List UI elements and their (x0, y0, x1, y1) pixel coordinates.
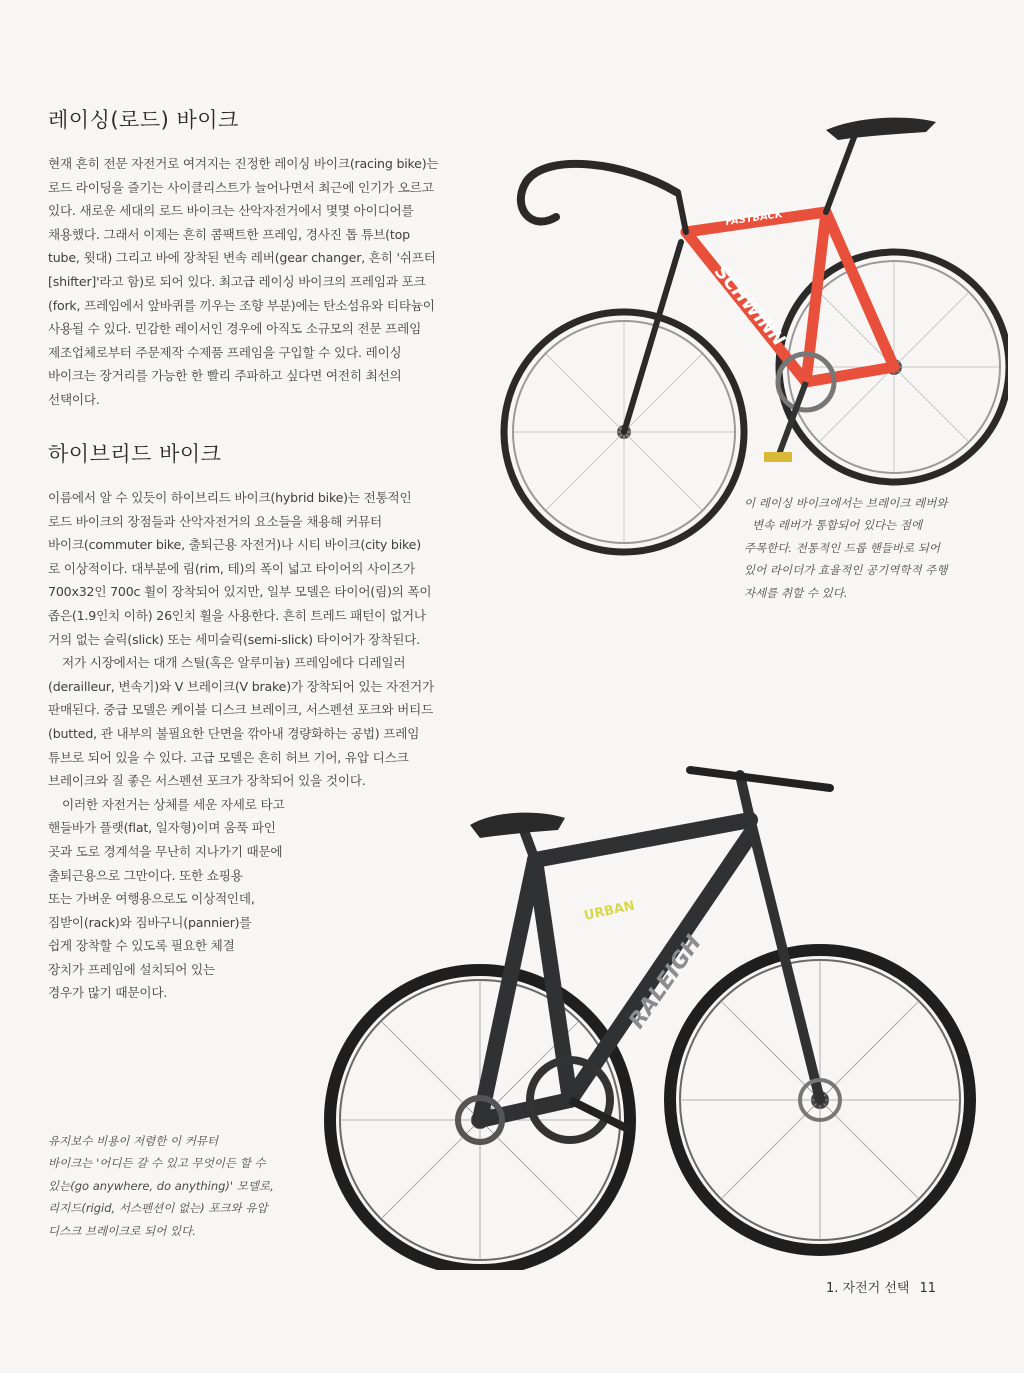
caption-line: 디스크 브레이크로 되어 있다. (48, 1223, 196, 1238)
road-bike-brand-label: SCHWINN (710, 261, 790, 351)
text-line: 브레이크와 질 좋은 서스펜션 포크가 장착되어 있을 것이다. (48, 773, 366, 789)
flat-handlebar (690, 770, 830, 788)
racing-paragraph (48, 152, 438, 412)
text-line: 곳과 도로 경계석을 무난히 지나가기 때문에 (48, 843, 283, 859)
text-line: 저가 시장에서는 대개 스틸(혹은 알루미늄) 프레임에다 디레일러 (62, 655, 406, 671)
text-line: 선택이다. (48, 391, 100, 407)
road-bike-caption (744, 492, 947, 604)
text-line: 로 이상적이다. 대부분에 림(rim, 테)의 폭이 넓고 타이어의 사이즈가 (48, 560, 415, 576)
text-line: 바이크(commuter bike, 출퇴근용 자전거)나 시티 바이크(city bike) (48, 537, 421, 553)
text-line: 좁은(1.9인치 이하) 26인치 휠을 사용한다. 흔히 트레드 패턴이 없거나 (48, 607, 426, 623)
caption-line: 주목한다. 전통적인 드롭 핸들바로 되어 (744, 540, 941, 555)
text-line: 사용될 수 있다. 민감한 레이서인 경우에 아직도 소규모의 전문 프레임 (48, 321, 422, 337)
text-line: 현재 흔히 전문 자전거로 여겨지는 진정한 레이싱 바이크(racing bike)는 (48, 156, 439, 171)
road-bike-model-label: FASTBACK (724, 209, 784, 228)
text-line: 거의 없는 슬릭(slick) 또는 세미슬릭(semi-slick) 타이어가 장착된다. (48, 631, 420, 647)
text-line: (fork, 프레임에서 앞바퀴를 끼우는 조향 부분)에는 탄소섬유와 티타늄이 (48, 297, 435, 313)
text-line: 이러한 자전거는 상체를 세운 자세로 타고 (62, 796, 285, 812)
text-line: 경우가 많기 때문이다. (48, 985, 168, 1001)
hybrid-bike-caption (48, 1130, 274, 1242)
caption-line: 유지보수 비용이 저렴한 이 커뮤터 (48, 1134, 219, 1148)
caption-line: 바이크는 '어디든 갈 수 있고 무엇이든 할 수 (48, 1156, 266, 1171)
caption-line: 있어 라이더가 효율적인 공기역학적 주행 (744, 563, 948, 578)
caption-line: 리지드(rigid, 서스펜션이 없는) 포크와 유압 (48, 1201, 268, 1216)
hybrid-bike-brand-label: RALEIGH (624, 930, 707, 1034)
hybrid-bike-image (300, 740, 990, 1270)
text-line: 바이크는 장거리를 가능한 한 빨리 주파하고 싶다면 여전히 최선의 (48, 368, 402, 384)
caption-line: 변속 레버가 통합되어 있다는 점에 (752, 518, 923, 533)
page-number: 11 (919, 1281, 937, 1296)
text-line: [shifter]'라고 함)로 되어 있다. 최고급 레이싱 바이크의 프레임과 포크 (48, 273, 426, 289)
text-line: 700x32인 700c 휠이 장착되어 있지만, 일부 모델은 타이어(림)의 폭이 (48, 584, 432, 600)
text-line: 있다. 새로운 세대의 로드 바이크는 산악자전거에서 몇몇 아이디어를 (48, 203, 414, 219)
text-line: 로드 라이딩을 즐기는 사이클리스트가 늘어나면서 최근에 인기가 오르고 (48, 179, 434, 195)
text-line: 판매된다. 중급 모델은 케이블 디스크 브레이크, 서스펜션 포크와 버티드 (48, 702, 434, 718)
hybrid-bike-model-label: URBAN (582, 898, 637, 924)
road-bike-saddle (826, 118, 936, 140)
text-line: 로드 바이크의 장점들과 산악자전거의 요소들을 채용해 커뮤터 (48, 513, 382, 529)
text-line: 튜브로 되어 있을 수 있다. 고급 모델은 흔히 허브 기어, 유압 디스크 (48, 749, 409, 765)
text-line: 핸들바가 플랫(flat, 일자형)이며 움푹 파인 (48, 820, 276, 836)
hybrid-bike-saddle (470, 813, 565, 838)
drop-handlebar (521, 164, 676, 222)
text-line: 이름에서 알 수 있듯이 하이브리드 바이크(hybrid bike)는 전통적인 (48, 490, 412, 505)
page-footer (826, 1277, 936, 1296)
heading-racing-bike: 레이싱(로드) 바이크 (48, 108, 239, 132)
chapter-label: 1. 자전거 선택 (826, 1281, 910, 1296)
text-line: 채용했다. 그래서 이제는 흔히 콤팩트한 프레임, 경사진 톱 튜브(top (48, 226, 410, 242)
caption-line: 이 레이싱 바이크에서는 브레이크 레버와 (744, 496, 948, 510)
heading-hybrid-bike: 하이브리드 바이크 (48, 442, 222, 466)
caption-line: 있는(go anywhere, do anything)' 모델로, (48, 1178, 274, 1193)
text-line: tube, 윗대) 그리고 바에 장착된 변속 레버(gear changer, 흔히 '쉬프터 (48, 250, 436, 266)
text-line: 출퇴근용으로 그만이다. 또한 쇼핑용 (48, 867, 243, 883)
caption-line: 자세를 취할 수 있다. (744, 585, 848, 600)
text-line: (butted, 관 내부의 불필요한 단면을 깎아내 경량화하는 공법) 프레임 (48, 725, 420, 741)
text-line: 장치가 프레임에 설치되어 있는 (48, 961, 215, 977)
text-line: 제조업체로부터 주문제작 수제품 프레임을 구입할 수 있다. 레이싱 (48, 344, 402, 360)
text-line: (derailleur, 변속기)와 V 브레이크(V brake)가 장착되어 있는 자전거가 (48, 678, 434, 694)
text-line: 쉽게 장착할 수 있도록 필요한 체결 (48, 938, 235, 954)
text-line: 또는 가벼운 여행용으로도 이상적인데, (48, 891, 255, 907)
text-line: 짐받이(rack)와 짐바구니(pannier)를 (48, 914, 252, 930)
road-bike-pedal (764, 452, 792, 462)
